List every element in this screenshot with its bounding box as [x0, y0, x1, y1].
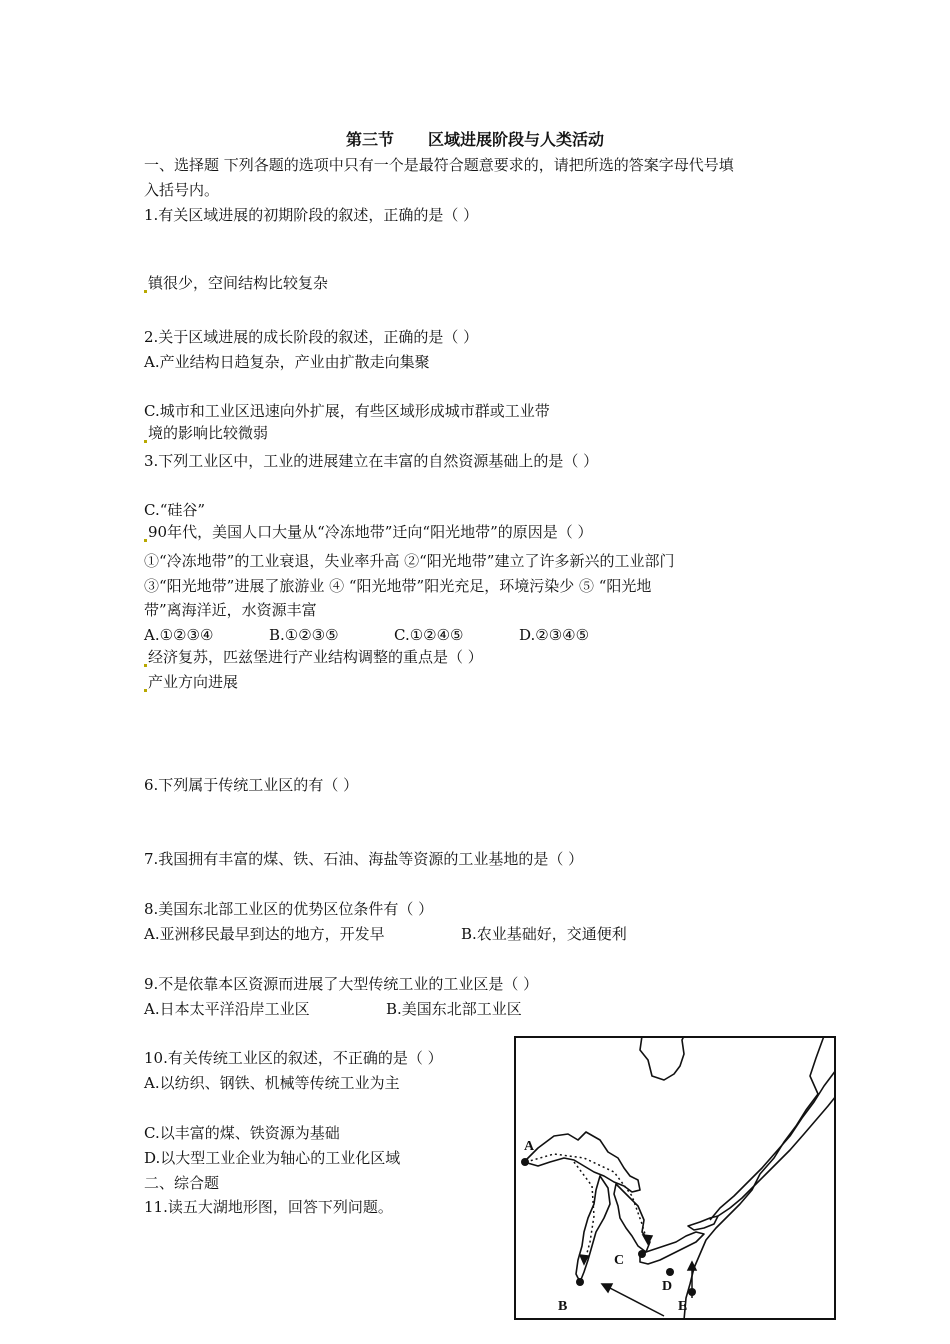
section-name: 区域进展阶段与人类活动 — [428, 130, 605, 149]
map-label-a: A — [524, 1139, 535, 1154]
map-frame — [515, 1037, 835, 1319]
q3-option-c: C.“硅谷” — [144, 501, 206, 519]
q11-stem: 11.读五大湖地形图，回答下列问题。 — [144, 1198, 393, 1216]
q7-stem: 7.我国拥有丰富的煤、铁、石油、海盐等资源的工业基地的是（ ） — [144, 850, 584, 868]
q10-option-d: D.以大型工业企业为轴心的工业化区域 — [144, 1149, 401, 1167]
part2-heading: 二、综合题 — [144, 1174, 220, 1192]
q4-option-a: A.①②③④ — [144, 626, 214, 644]
great-lakes-map — [514, 1036, 836, 1320]
q4-stem: 90年代，美国人口大量从“冷冻地带”迁向“阳光地带”的原因是（ ） — [144, 522, 593, 542]
q9-option-b: B.美国东北部工业区 — [386, 1000, 522, 1018]
part1-heading-line1: 一、选择题 下列各题的选项中只有一个是最符合题意要求的，请把所选的答案字母代号填 — [144, 156, 734, 174]
q4-options — [144, 625, 589, 645]
page-title — [0, 127, 950, 150]
q4-option-c: C.①②④⑤ — [394, 626, 464, 644]
q10-option-a: A.以纺织、钢铁、机械等传统工业为主 — [144, 1074, 400, 1092]
q1-stem: 1.有关区域进展的初期阶段的叙述，正确的是（ ） — [144, 206, 479, 224]
map-label-d: D — [662, 1279, 673, 1294]
map-label-b: B — [558, 1299, 568, 1314]
part1-heading-line2: 入括号内。 — [144, 181, 220, 199]
q8-option-a: A.亚洲移民最早到达的地方，开发早 — [144, 925, 385, 943]
q4-line2: ③“阳光地带”进展了旅游业 ④ “阳光地带”阳光充足，环境污染少 ⑤ “阳光地 — [144, 577, 652, 595]
map-label-c: C — [614, 1253, 625, 1268]
q8-option-b: B.农业基础好，交通便利 — [461, 925, 627, 943]
point-e — [688, 1288, 696, 1296]
q4-line1: ①“冷冻地带”的工业衰退，失业率升高 ②“阳光地带”建立了许多新兴的工业部门 — [144, 552, 675, 570]
q10-option-c: C.以丰富的煤、铁资源为基础 — [144, 1124, 340, 1142]
section-number: 第三节 — [345, 130, 394, 149]
q9-option-a: A.日本太平洋沿岸工业区 — [144, 1000, 310, 1018]
q2-option-a: A.产业结构日趋复杂，产业由扩散走向集聚 — [144, 353, 430, 371]
q1-fragment: 镇很少，空间结构比较复杂 — [144, 273, 328, 293]
q4-option-b: B.①②③⑤ — [269, 626, 339, 644]
q8-stem: 8.美国东北部工业区的优势区位条件有（ ） — [144, 900, 434, 918]
q4-option-d: D.②③④⑤ — [519, 626, 590, 644]
q2-stem: 2.关于区域进展的成长阶段的叙述，正确的是（ ） — [144, 328, 479, 346]
point-d — [666, 1268, 674, 1276]
q10-stem: 10.有关传统工业区的叙述，不正确的是（ ） — [144, 1049, 443, 1067]
q2-option-c: C.城市和工业区迅速向外扩展，有些区域形成城市群或工业带 — [144, 402, 550, 420]
q5-fragment: 产业方向进展 — [144, 672, 238, 692]
point-a — [521, 1158, 529, 1166]
q9-stem: 9.不是依靠本区资源而进展了大型传统工业的工业区是（ ） — [144, 975, 539, 993]
q2-fragment: 境的影响比较微弱 — [144, 423, 268, 443]
point-c — [638, 1250, 646, 1258]
q6-stem: 6.下列属于传统工业区的有（ ） — [144, 776, 359, 794]
q3-stem: 3.下列工业区中，工业的进展建立在丰富的自然资源基础上的是（ ） — [144, 452, 599, 470]
q5-stem: 经济复苏，匹兹堡进行产业结构调整的重点是（ ） — [144, 647, 483, 667]
map-label-e: E — [678, 1299, 688, 1314]
point-b — [576, 1278, 584, 1286]
q4-line3: 带”离海洋近，水资源丰富 — [144, 601, 317, 619]
